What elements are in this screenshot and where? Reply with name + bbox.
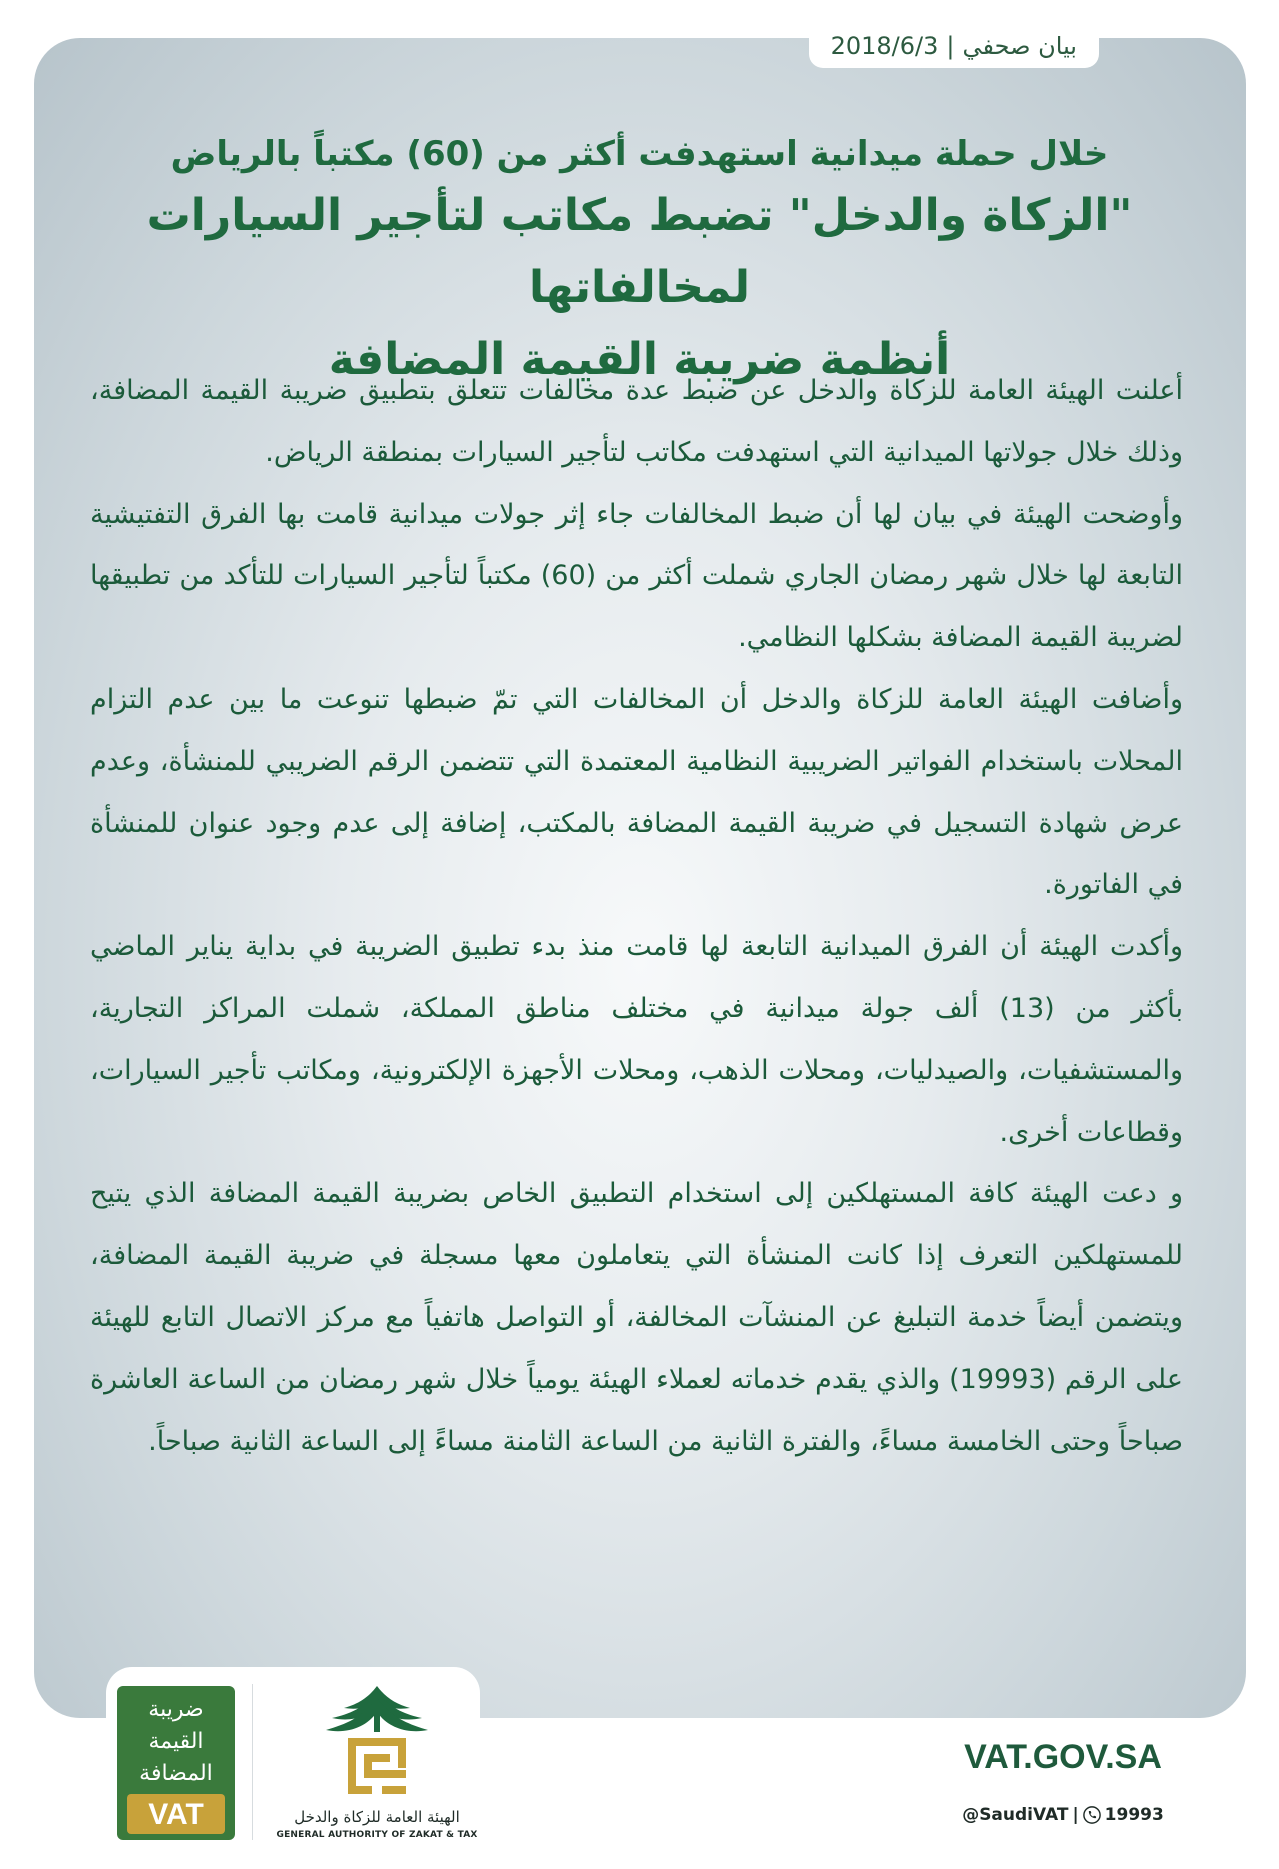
authority-name-arabic: الهيئة العامة للزكاة والدخل — [294, 1808, 460, 1826]
vat-logo-line1: ضريبة — [148, 1697, 204, 1722]
paragraph-2: وأوضحت الهيئة في بيان لها أن ضبط المخالفات جاء إثر جولات ميدانية قامت بها الفرق التفتيشية التابعة لها خلال شهر رمضان الجاري شملت أكثر من (60) مكتباً لتأجير السيارات للتأكد من تطبيقها لضريبة القيمة المضافة بشكلها النظامي. — [90, 498, 1183, 654]
phone-number[interactable]: 19993 — [1104, 1805, 1164, 1825]
press-release-label: بيان صحفي — [962, 32, 1077, 60]
zakat-palm-logo — [318, 1678, 436, 1808]
headline-title-line2: أنظمة ضريبة القيمة المضافة — [328, 334, 951, 385]
website-link[interactable]: VAT.GOV.SA — [964, 1738, 1162, 1776]
phone-icon — [1083, 1806, 1101, 1824]
vat-logo-line2: القيمة — [148, 1729, 204, 1754]
article-body — [90, 360, 1183, 1472]
vat-badge-text: VAT — [148, 1798, 204, 1831]
social-handle[interactable]: @SaudiVAT — [962, 1805, 1069, 1825]
release-date: 2018/6/3 — [830, 32, 939, 60]
vat-logo — [117, 1686, 235, 1840]
palm-icon — [326, 1686, 428, 1732]
authority-name-english: GENERAL AUTHORITY OF ZAKAT & TAX — [276, 1830, 478, 1840]
headline-kicker: خلال حملة ميدانية استهدفت أكثر من (60) مكتباً بالرياض — [170, 134, 1109, 174]
logo-divider — [252, 1684, 253, 1840]
paragraph-4: وأكدت الهيئة أن الفرق الميدانية التابعة لها قامت منذ بدء تطبيق الضريبة في بداية يناير الماضي بأكثر من (13) ألف جولة ميدانية في مختلف مناطق المملكة، شملت المراكز التجارية، والمستشفيات، والصيدليات، ومحلات الذهب، ومحلات الأجهزة الإلكترونية، ومكاتب تأجير السيارات، وقطاعات أخرى. — [90, 931, 1183, 1148]
paragraph-5: و دعت الهيئة كافة المستهلكين إلى استخدام التطبيق الخاص بضريبة القيمة المضافة الذي يتيح للمستهلكين التعرف إذا كانت المنشأة التي يتعاملون معها مسجلة في ضريبة القيمة المضافة، ويتضمن أيضاً خدمة التبليغ عن المنشآت المخالفة، أو التواصل هاتفياً مع مركز الاتصال التابع للهيئة على الرقم (19993) والذي يقدم خدماته لعملاء الهيئة يومياً خلال شهر رمضان من الساعة العاشرة صباحاً وحتى الخامسة مساءً، والفترة الثانية من الساعة الثامنة مساءً إلى الساعة الثانية صباحاً. — [90, 1178, 1183, 1457]
contact-line — [950, 1805, 1176, 1825]
date-separator: | — [946, 32, 955, 60]
headline — [80, 128, 1199, 396]
headline-title-line1: "الزكاة والدخل" تضبط مكاتب لتأجير السيارات لمخالفاتها — [146, 190, 1133, 313]
paragraph-1: أعلنت الهيئة العامة للزكاة والدخل عن ضبط عدة مخالفات تتعلق بتطبيق ضريبة القيمة المضافة، وذلك خلال جولاتها الميدانية التي استهدفت مكاتب لتأجير السيارات بمنطقة الرياض. — [90, 375, 1183, 468]
press-release-tab — [809, 26, 1099, 68]
paragraph-3: وأضافت الهيئة العامة للزكاة والدخل أن المخالفات التي تمّ ضبطها تنوعت ما بين عدم التزام المحلات باستخدام الفواتير الضريبية النظامية المعتمدة التي تتضمن الرقم الضريبي للمنشأة، وعدم عرض شهادة التسجيل في ضريبة القيمة المضافة بالمكتب، إضافة إلى عدم وجود عنوان للمنشأة في الفاتورة. — [90, 683, 1183, 901]
zakat-calligraphy-mark — [348, 1738, 406, 1794]
contact-separator: | — [1072, 1805, 1079, 1825]
vat-logo-line3: المضافة — [139, 1761, 213, 1786]
